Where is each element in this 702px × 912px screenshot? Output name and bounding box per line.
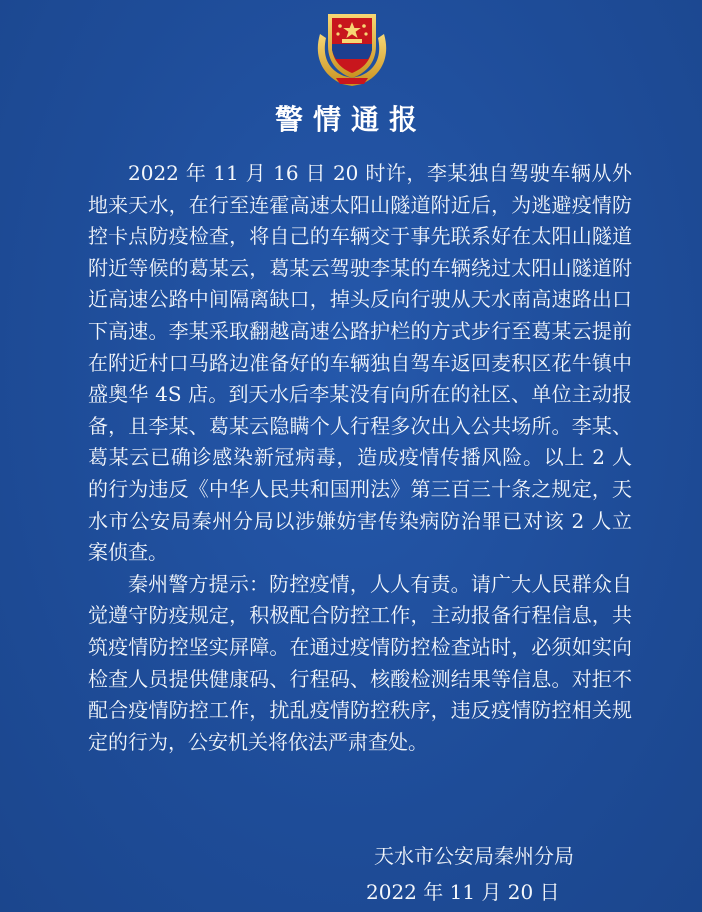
notice-body xyxy=(88,158,632,758)
police-emblem-icon xyxy=(306,4,398,90)
signature-org: 天水市公安局秦州分局 xyxy=(374,844,574,868)
signature-date: 2022 年 11 月 20 日 xyxy=(366,880,560,904)
notice-paragraph-incident: 2022 年 11 月 16 日 20 时许，李某独自驾驶车辆从外地来天水，在行至连霍高速太阳山隧道附近后，为逃避疫情防控卡点防疫检查，将自己的车辆交于事先联系好在太阳山隧道附近等候的葛某云，葛某云驾驶李某的车辆绕过太阳山隧道附近高速公路中间隔离缺口，掉头反向行驶从天水南高速路出口下高速。李某采取翻越高速公路护栏的方式步行至葛某云提前在附近村口马路边准备好的车辆独自驾车返回麦积区花牛镇中盛奥华 4S 店。到天水后李某没有向所在的社区、单位主动报备，且李某、葛某云隐瞒个人行程多次出入公共场所。李某、葛某云已确诊感染新冠病毒，造成疫情传播风险。以上 2 人的行为违反《中华人民共和国刑法》第三百三十条之规定，天水市公安局秦州分局以涉嫌妨害传染病防治罪已对该 2 人立案侦查。 xyxy=(88,161,632,565)
notice-paragraph-reminder: 秦州警方提示：防控疫情，人人有责。请广大人民群众自觉遵守防疫规定，积极配合防控工作，主动报备行程信息，共筑疫情防控坚实屏障。在通过疫情防控检查站时，必须如实向检查人员提供健康码、行程码、核酸检测结果等信息。对拒不配合疫情防控工作，扰乱疫情防控秩序，违反疫情防控相关规定的行为，公安机关将依法严肃查处。 xyxy=(88,571,632,754)
notice-signature xyxy=(366,840,626,908)
notice-title: 警情通报 xyxy=(274,103,427,136)
